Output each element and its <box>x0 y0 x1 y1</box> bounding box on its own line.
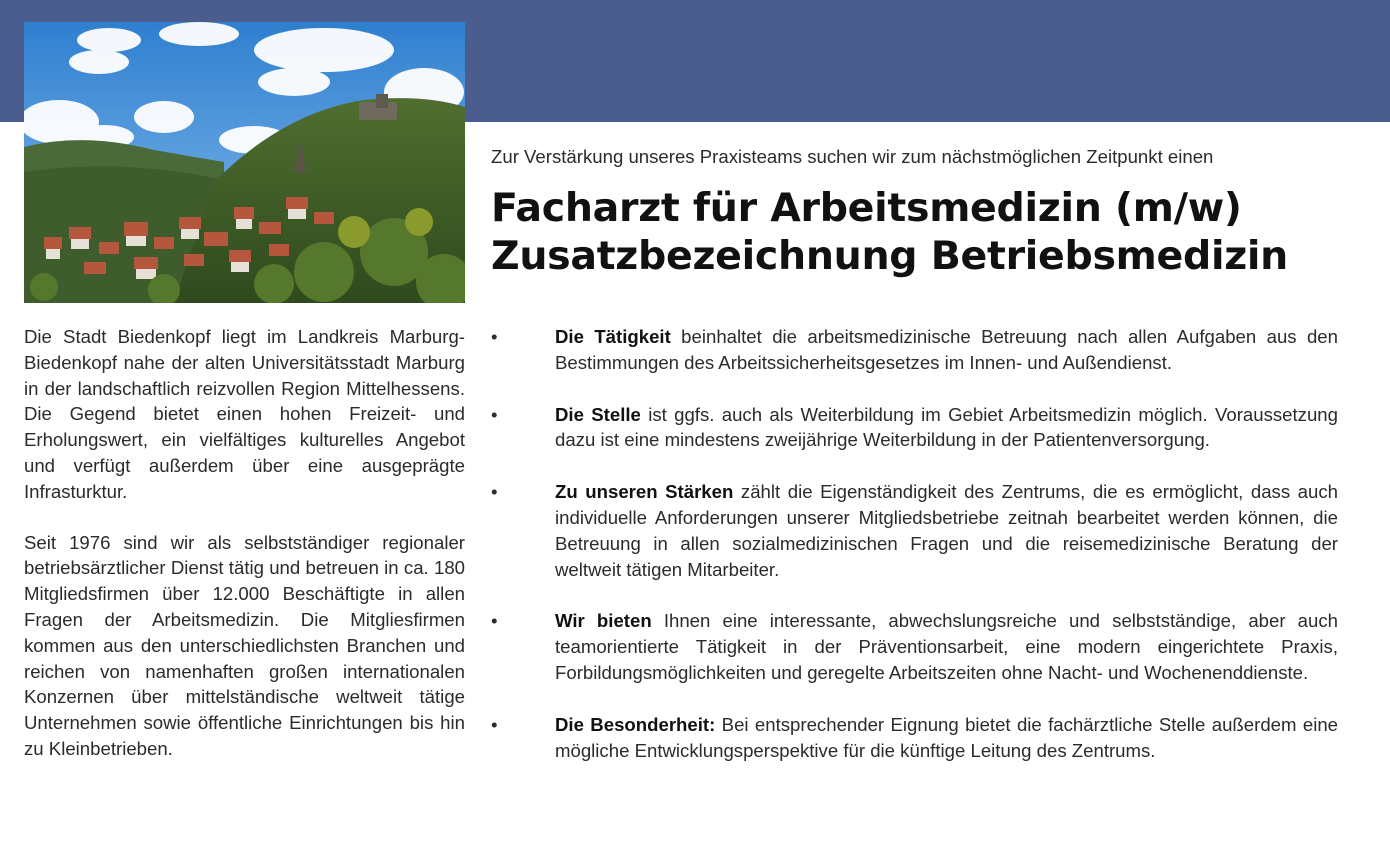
bullet-text: Ihnen eine interessante, abwechslungsreiche und selbstständige, aber auch teamorientierte Tätigkeit in der Präventionsarbeit, eine modern eingerichtete Praxis, Forbildungsmöglichkeiten und geregelte Arbeitszeiten ohne Nacht- und Wochenenddienste. <box>555 610 1338 683</box>
list-item <box>491 402 1338 454</box>
bullet-text: beinhaltet die arbeitsmedizinische Betreuung nach allen Aufgaben aus den Bestimmungen des Arbeitssicherheitsgesetzes im Innen- und Außendienst. <box>555 326 1338 373</box>
intro-line: Zur Verstärkung unseres Praxisteams suchen wir zum nächstmöglichen Zeitpunkt einen <box>491 146 1214 167</box>
bullet-lead: Die Besonderheit: <box>555 713 716 735</box>
bullet-marker: • <box>491 610 498 632</box>
bullet-lead: Zu unseren Stärken <box>555 481 734 503</box>
job-title-line2: Zusatzbezeichnung Betriebsmedizin <box>491 233 1288 279</box>
company-description: Seit 1976 sind wir als selbstständiger regionaler betriebsärztlicher Dienst tätig und betreuen in ca. 180 Mitgliedsfirmen über 12.000 Beschäftigte in allen Fragen der Arbeitsmedizin. Die Mitgliesfirmen kommen aus den unterschiedlichsten Branchen und reichen von namenhaften großen internationalen Konzernen über mittelständische weltweit tätige Unternehmen sowie öffentliche Einrichtungen bis hin zu Kleinbetrieben. <box>24 531 465 759</box>
bullet-text: Bei entsprechender Eignung bietet die fachärztliche Stelle außerdem eine mögliche Entwicklungsperspektive für die künftige Leitung des Zentrums. <box>555 713 1339 761</box>
list-item <box>491 479 1338 582</box>
bullet-text: ist ggfs. auch als Weiterbildung im Gebiet Arbeitsmedizin möglich. Voraussetzung dazu ist eine mindestens zweijährige Weiterbildung in der Patientenversorgung. <box>555 403 1338 451</box>
city-description: Die Stadt Biedenkopf liegt im Landkreis Marburg-Biedenkopf nahe der alten Universitätsstadt Marburg in der landschaftlich reizvollen Region Mittelhessens. Die Gegend bietet einen hohen Freizeit- und Erholungswert, ein vielfältiges kulturelles Angebot und verfügt außerdem über eine ausgeprägte Infrasturktur. <box>24 326 465 502</box>
bullet-marker: • <box>491 713 498 735</box>
bullet-text: zählt die Eigenständigkeit des Zentrums, die es ermöglicht, dass auch individuelle Anforderungen unserer Mitgliedsbetriebe zeitnah bearbeitet werden können, die Betreuung in allen sozialmedizinischen Fragen und die reisemedizinische Beratung der weltweit tätigen Mitarbeiter. <box>555 481 1338 580</box>
bullet-lead: Die Tätigkeit <box>555 326 671 347</box>
list-item <box>491 712 1338 764</box>
bullet-marker: • <box>491 403 498 425</box>
job-title <box>491 184 1371 280</box>
job-details-list <box>491 324 1338 789</box>
list-item <box>491 324 1338 376</box>
bullet-lead: Wir bieten <box>555 610 652 632</box>
job-title-line1: Facharzt für Arbeitsmedizin (m/w) <box>491 185 1242 231</box>
bullet-lead: Die Stelle <box>555 403 641 425</box>
bullet-marker: • <box>491 481 498 503</box>
bullet-marker: • <box>491 326 498 347</box>
left-column <box>24 324 465 787</box>
list-item <box>491 608 1338 685</box>
town-photo <box>24 22 465 303</box>
